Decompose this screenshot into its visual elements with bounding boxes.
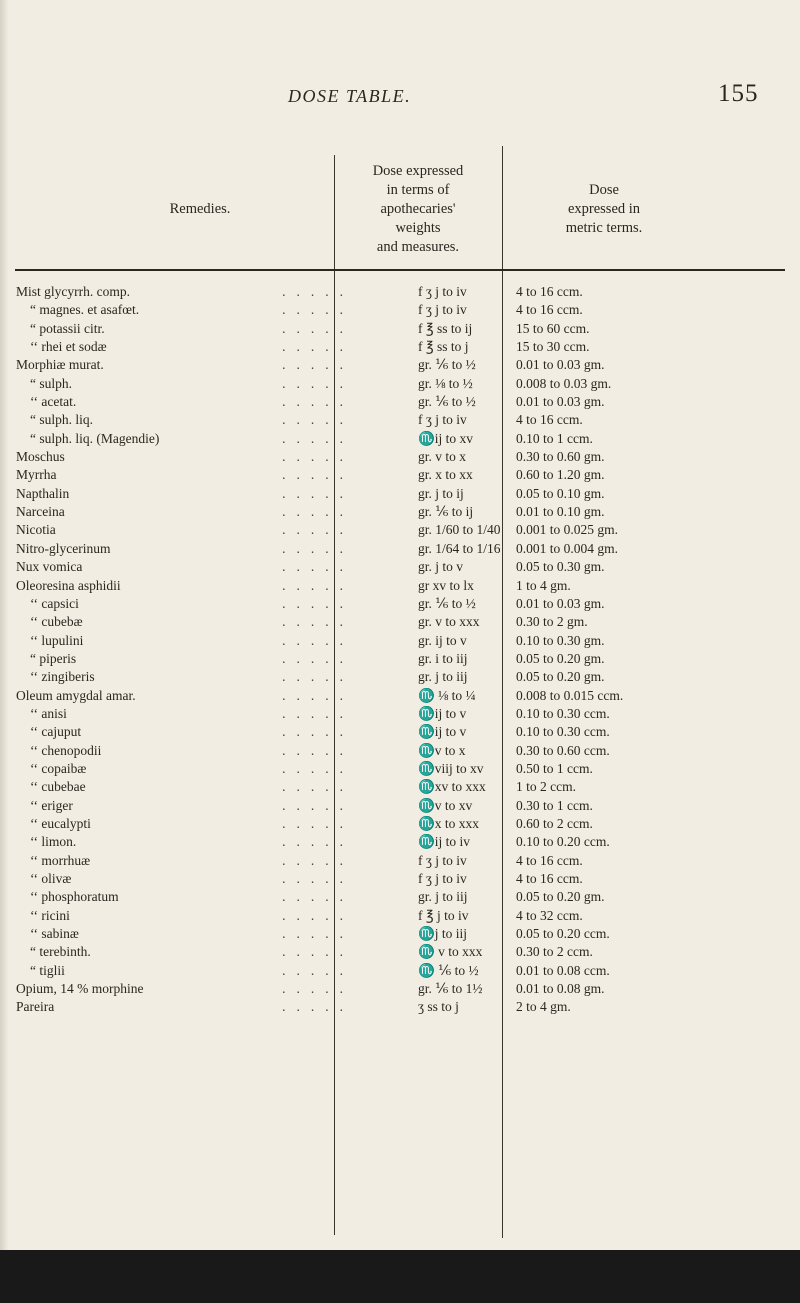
table-row [16, 375, 786, 393]
metric-dose: 0.01 to 0.08 gm. [516, 981, 605, 997]
metric-dose: 4 to 16 ccm. [516, 871, 583, 886]
apothecary-dose: ♏ij to v [418, 724, 467, 740]
apothecary-dose: f ℥ ss to j [418, 339, 469, 355]
remedy-name: Moschus [16, 449, 65, 465]
remedy-name: Opium, 14 % morphine [16, 981, 144, 997]
remedy-name: ‘‘ cubebae [30, 779, 86, 795]
leader-dots: ..... [282, 632, 354, 648]
dose-table [16, 283, 786, 1017]
apothecary-dose: gr. ij to v [418, 632, 467, 648]
remedy-name: ‘‘ capsici [30, 595, 79, 611]
metric-dose: 0.01 to 0.03 gm. [516, 394, 605, 410]
column-header-remedies [110, 200, 290, 219]
metric-dose: 0.008 to 0.03 gm. [516, 375, 612, 391]
metric-dose: 4 to 16 ccm. [516, 302, 583, 318]
apothecary-dose: f ʒ j to iv [418, 871, 467, 886]
leader-dots: ..... [282, 595, 354, 611]
table-row [16, 797, 786, 815]
metric-dose: 0.05 to 0.20 gm. [516, 669, 605, 685]
remedy-name: Morphiæ murat. [16, 357, 104, 373]
remedy-name: ‘‘ acetat. [30, 394, 77, 410]
leader-dots: ..... [282, 760, 354, 776]
leader-dots: ..... [282, 907, 354, 923]
table-row [16, 907, 786, 925]
leader-dots: ..... [282, 815, 354, 831]
table-row [16, 888, 786, 906]
remedy-name: ‘‘ morrhuæ [30, 852, 91, 868]
leader-dots: ..... [282, 449, 354, 465]
apothecary-dose: ♏v to x [418, 742, 466, 758]
table-row [16, 833, 786, 851]
apothecary-dose: f ʒ j to iv [418, 284, 467, 299]
remedy-name: ‘‘ lupulini [30, 632, 84, 648]
apothecary-dose: gr. x to xx [418, 467, 473, 483]
leader-dots: ..... [282, 375, 354, 391]
table-row [16, 815, 786, 833]
table-row [16, 320, 786, 338]
table-row [16, 687, 786, 705]
leader-dots: ..... [282, 797, 354, 813]
metric-dose: 0.60 to 2 ccm. [516, 815, 593, 831]
leader-dots: ..... [282, 650, 354, 666]
apothecary-dose: ♏v to xv [418, 797, 473, 813]
table-row [16, 632, 786, 650]
metric-dose: 0.30 to 0.60 gm. [516, 449, 605, 465]
apothecary-dose: gr. ⅙ to ½ [418, 394, 476, 410]
remedy-name: ‘‘ olivæ [30, 871, 72, 886]
column-header-remedies-text: Remedies. [169, 201, 231, 217]
remedy-name: ‘‘ cajuput [30, 724, 82, 740]
running-title: DOSE TABLE. [288, 86, 412, 106]
metric-dose: 0.30 to 1 ccm. [516, 797, 593, 813]
leader-dots: ..... [282, 320, 354, 336]
table-row [16, 962, 786, 980]
remedy-name: “ magnes. et asafœt. [30, 302, 140, 318]
metric-dose: 0.05 to 0.20 gm. [516, 889, 605, 905]
metric-dose: 4 to 32 ccm. [516, 907, 583, 923]
apothecary-dose: gr. v to x [418, 449, 467, 465]
metric-dose: 0.001 to 0.025 gm. [516, 522, 619, 538]
remedy-name: Mist glycyrrh. comp. [16, 284, 130, 299]
remedy-name: ‘‘ zingiberis [30, 669, 95, 685]
apothecary-dose: f ℥ ss to ij [418, 320, 473, 336]
leader-dots: ..... [282, 999, 354, 1015]
remedy-name: Nicotia [16, 522, 56, 538]
page-edge [0, 0, 8, 1303]
leader-dots: ..... [282, 852, 354, 868]
leader-dots: ..... [282, 981, 354, 997]
remedy-name: “ tiglii [30, 962, 65, 978]
leader-dots: ..... [282, 742, 354, 758]
table-row [16, 283, 786, 301]
metric-dose: 15 to 60 ccm. [516, 320, 590, 336]
leader-dots: ..... [282, 944, 354, 960]
apothecary-dose: gr. 1/64 to 1/16 [418, 540, 501, 556]
metric-dose: 0.05 to 0.10 gm. [516, 485, 605, 501]
table-row [16, 668, 786, 686]
table-row [16, 852, 786, 870]
leader-dots: ..... [282, 412, 354, 428]
table-row [16, 540, 786, 558]
apothecary-dose: ♏ ⅙ to ½ [418, 962, 479, 978]
apothecary-dose: f ℥ j to iv [418, 907, 469, 923]
leader-dots: ..... [282, 614, 354, 630]
page-number: 155 [718, 80, 759, 107]
table-row [16, 705, 786, 723]
metric-dose: 0.50 to 1 ccm. [516, 760, 593, 776]
metric-dose: 0.10 to 1 ccm. [516, 430, 593, 446]
apothecary-dose: gr. j to ij [418, 485, 464, 501]
remedy-name: Oleoresina asphidii [16, 577, 121, 593]
remedy-name: Myrrha [16, 467, 57, 483]
metric-dose: 15 to 30 ccm. [516, 339, 590, 355]
apothecary-dose: ♏ij to xv [418, 430, 474, 446]
apothecary-dose: gr. ⅙ to ½ [418, 357, 476, 373]
header-line: Dose expressed [372, 163, 464, 179]
page-header [0, 80, 800, 116]
leader-dots: ..... [282, 485, 354, 501]
table-row [16, 466, 786, 484]
remedy-name: Nitro-glycerinum [16, 540, 111, 556]
metric-dose: 0.30 to 2 ccm. [516, 944, 593, 960]
apothecary-dose: gr. j to v [418, 559, 464, 575]
header-line: in terms of [386, 182, 450, 198]
apothecary-dose: gr. ⅙ to ½ [418, 595, 476, 611]
apothecary-dose: f ʒ j to iv [418, 852, 467, 868]
remedy-name: ‘‘ eriger [30, 797, 73, 813]
metric-dose: 0.01 to 0.03 gm. [516, 595, 605, 611]
table-row [16, 650, 786, 668]
table-row [16, 448, 786, 466]
metric-dose: 0.008 to 0.015 ccm. [516, 687, 624, 703]
metric-dose: 0.05 to 0.30 gm. [516, 559, 605, 575]
remedy-name: “ potassii citr. [30, 320, 105, 336]
leader-dots: ..... [282, 705, 354, 721]
header-rule [15, 269, 785, 271]
leader-dots: ..... [282, 540, 354, 556]
leader-dots: ..... [282, 522, 354, 538]
table-row [16, 723, 786, 741]
table-row [16, 521, 786, 539]
leader-dots: ..... [282, 834, 354, 850]
apothecary-dose: ♏ij to v [418, 705, 467, 721]
leader-dots: ..... [282, 926, 354, 942]
table-row [16, 760, 786, 778]
remedy-name: ‘‘ cubebæ [30, 614, 83, 630]
apothecary-dose: f ʒ j to iv [418, 412, 467, 428]
table-row [16, 943, 786, 961]
apothecary-dose: ♏ ⅛ to ¼ [418, 687, 476, 703]
remedy-name: “ piperis [30, 650, 77, 666]
remedy-name: Pareira [16, 999, 55, 1015]
metric-dose: 4 to 16 ccm. [516, 852, 583, 868]
metric-dose: 0.30 to 0.60 ccm. [516, 742, 610, 758]
leader-dots: ..... [282, 302, 354, 318]
apothecary-dose: gr. ⅙ to ij [418, 504, 474, 520]
metric-dose: 0.01 to 0.10 gm. [516, 504, 605, 520]
apothecary-dose: ♏ij to iv [418, 834, 471, 850]
metric-dose: 0.30 to 2 gm. [516, 614, 588, 630]
leader-dots: ..... [282, 284, 354, 299]
apothecary-dose: ♏j to iij [418, 926, 468, 942]
remedy-name: “ terebinth. [30, 944, 91, 960]
table-row [16, 925, 786, 943]
table-row [16, 503, 786, 521]
table-row [16, 393, 786, 411]
table-row [16, 613, 786, 631]
metric-dose: 0.10 to 0.30 gm. [516, 632, 605, 648]
remedy-name: “ sulph. [30, 375, 72, 391]
remedy-name: “ sulph. liq. (Magendie) [30, 430, 160, 446]
apothecary-dose: gr xv to lx [418, 577, 474, 593]
table-row [16, 411, 786, 429]
remedy-name: Napthalin [16, 485, 70, 501]
leader-dots: ..... [282, 339, 354, 355]
remedy-name: ‘‘ limon. [30, 834, 77, 850]
remedy-name: ‘‘ eucalypti [30, 815, 91, 831]
remedy-name: ‘‘ sabinæ [30, 926, 79, 942]
table-row [16, 870, 786, 888]
leader-dots: ..... [282, 467, 354, 483]
apothecary-dose: ♏viij to xv [418, 760, 484, 776]
remedy-name: ‘‘ copaibæ [30, 760, 87, 776]
column-header-metric [504, 181, 704, 238]
leader-dots: ..... [282, 889, 354, 905]
apothecary-dose: ♏xv to xxx [418, 779, 486, 795]
metric-dose: 0.10 to 0.30 ccm. [516, 724, 610, 740]
leader-dots: ..... [282, 669, 354, 685]
leader-dots: ..... [282, 559, 354, 575]
table-row [16, 356, 786, 374]
apothecary-dose: gr. v to xxx [418, 614, 480, 630]
table-row [16, 301, 786, 319]
apothecary-dose: gr. j to iij [418, 889, 468, 905]
remedy-name: ‘‘ chenopodii [30, 742, 102, 758]
leader-dots: ..... [282, 687, 354, 703]
leader-dots: ..... [282, 724, 354, 740]
table-row [16, 998, 786, 1016]
leader-dots: ..... [282, 871, 354, 886]
apothecary-dose: gr. 1/60 to 1/40 [418, 522, 501, 538]
table-row [16, 980, 786, 998]
table-row [16, 430, 786, 448]
remedy-name: ‘‘ anisi [30, 705, 67, 721]
remedy-name: “ sulph. liq. [30, 412, 93, 428]
metric-dose: 0.001 to 0.004 gm. [516, 540, 619, 556]
scan-border [0, 1250, 800, 1303]
apothecary-dose: gr. j to iij [418, 669, 468, 685]
leader-dots: ..... [282, 577, 354, 593]
remedy-name: Nux vomica [16, 559, 83, 575]
apothecary-dose: gr. ⅛ to ½ [418, 375, 473, 391]
table-row [16, 577, 786, 595]
remedy-name: Narceina [16, 504, 65, 520]
column-header-apothecaries [334, 162, 502, 257]
table-row [16, 742, 786, 760]
metric-dose: 4 to 16 ccm. [516, 412, 583, 428]
metric-dose: 0.01 to 0.03 gm. [516, 357, 605, 373]
header-line: Dose [589, 182, 619, 198]
leader-dots: ..... [282, 504, 354, 520]
apothecary-dose: ʒ ss to j [418, 999, 459, 1015]
header-line: expressed in [567, 201, 641, 217]
metric-dose: 0.10 to 0.20 ccm. [516, 834, 610, 850]
metric-dose: 0.05 to 0.20 ccm. [516, 926, 610, 942]
metric-dose: 1 to 4 gm. [516, 577, 571, 593]
leader-dots: ..... [282, 430, 354, 446]
table-row [16, 595, 786, 613]
remedy-name: ‘‘ rhei et sodæ [30, 339, 107, 355]
metric-dose: 0.01 to 0.08 ccm. [516, 962, 610, 978]
remedy-name: ‘‘ phosphoratum [30, 889, 119, 905]
table-row [16, 558, 786, 576]
leader-dots: ..... [282, 394, 354, 410]
metric-dose: 2 to 4 gm. [516, 999, 571, 1015]
metric-dose: 0.05 to 0.20 gm. [516, 650, 605, 666]
remedy-name: ‘‘ ricini [30, 907, 70, 923]
metric-dose: 1 to 2 ccm. [516, 779, 576, 795]
header-line: and measures. [376, 239, 460, 255]
apothecary-dose: f ʒ j to iv [418, 302, 467, 318]
header-line: weights [395, 220, 441, 236]
apothecary-dose: gr. i to iij [418, 650, 468, 666]
metric-dose: 4 to 16 ccm. [516, 284, 583, 299]
apothecary-dose: ♏x to xxx [418, 815, 480, 831]
metric-dose: 0.10 to 0.30 ccm. [516, 705, 610, 721]
apothecary-dose: gr. ⅙ to 1½ [418, 981, 483, 997]
header-line: apothecaries' [380, 201, 456, 217]
leader-dots: ..... [282, 962, 354, 978]
apothecary-dose: ♏ v to xxx [418, 944, 483, 960]
leader-dots: ..... [282, 779, 354, 795]
remedy-name: Oleum amygdal amar. [16, 687, 136, 703]
table-row [16, 485, 786, 503]
header-line: metric terms. [565, 220, 643, 236]
table-row [16, 778, 786, 796]
metric-dose: 0.60 to 1.20 gm. [516, 467, 605, 483]
leader-dots: ..... [282, 357, 354, 373]
table-row [16, 338, 786, 356]
